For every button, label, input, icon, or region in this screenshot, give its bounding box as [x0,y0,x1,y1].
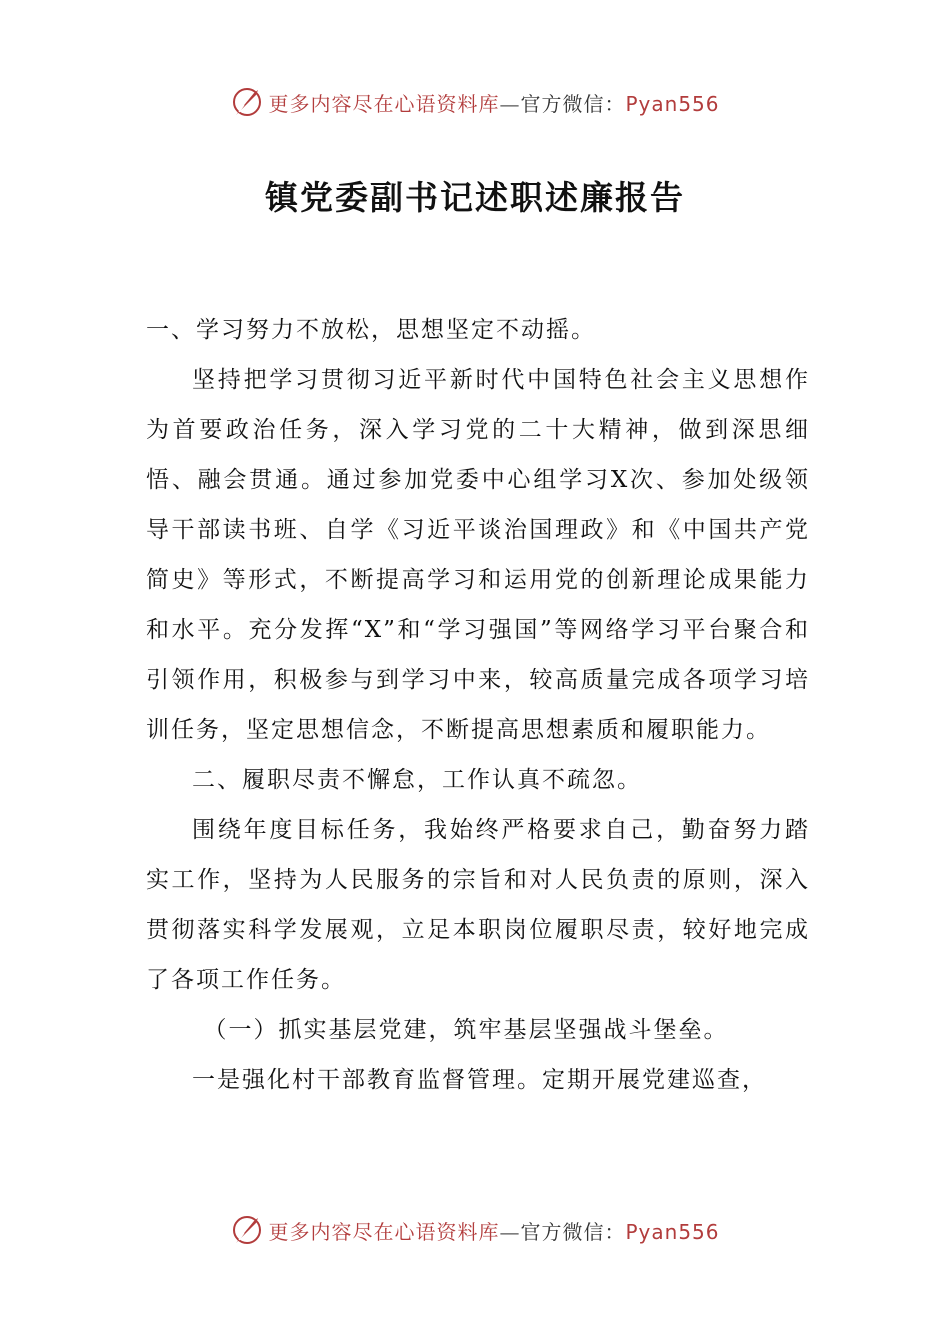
watermark-footer [0,1210,950,1250]
watermark-header [0,82,950,122]
watermark-dash: — [499,1219,521,1244]
watermark-text [268,1216,719,1245]
document-title: 镇党委副书记述职述廉报告 [265,178,685,217]
document-body [146,305,810,1105]
watermark-text [268,88,719,117]
section-heading-2: 二、履职尽责不懈怠，工作认真不疏忽。 [192,767,642,793]
body-paragraph: 围绕年度目标任务，我始终严格要求自己，勤奋努力踏实工作，坚持为人民服务的宗旨和对人民负责的原则，深入贯彻落实科学发展观，立足本职岗位履职尽责，较好地完成了各项工作任务。 [146,817,810,993]
watermark-wechat-label: 官方微信： [520,91,626,116]
watermark-dash: — [499,91,521,116]
body-paragraph: 一是强化村干部教育监督管理。定期开展党建巡查， [192,1067,767,1093]
body-paragraph: 坚持把学习贯彻习近平新时代中国特色社会主义思想作为首要政治任务，深入学习党的二十大精神，做到深思细悟、融会贯通。通过参加党委中心组学习X次、参加处级领导干部读书班、自学《习近平谈治国理政》和《中国共产党简史》等形式，不断提高学习和运用党的创新理论成果能力和水平。充分发挥“X”和“学习强国”等网络学习平台聚合和引领作用，积极参与到学习中来，较高质量完成各项学习培训任务，坚定思想信念，不断提高思想素质和履职能力。 [146,367,810,743]
quill-circle-icon [230,1213,264,1247]
watermark-wechat-id: Pyan556 [625,91,720,116]
watermark-brand: 更多内容尽在心语资料库 [268,91,500,116]
quill-circle-icon [230,85,264,119]
subsection-heading: （一）抓实基层党建，筑牢基层坚强战斗堡垒。 [203,1017,729,1043]
section-heading-1: 一、学习努力不放松，思想坚定不动摇。 [146,317,596,343]
watermark-wechat-id: Pyan556 [625,1219,720,1244]
watermark-brand: 更多内容尽在心语资料库 [268,1219,500,1244]
watermark-wechat-label: 官方微信： [520,1219,626,1244]
